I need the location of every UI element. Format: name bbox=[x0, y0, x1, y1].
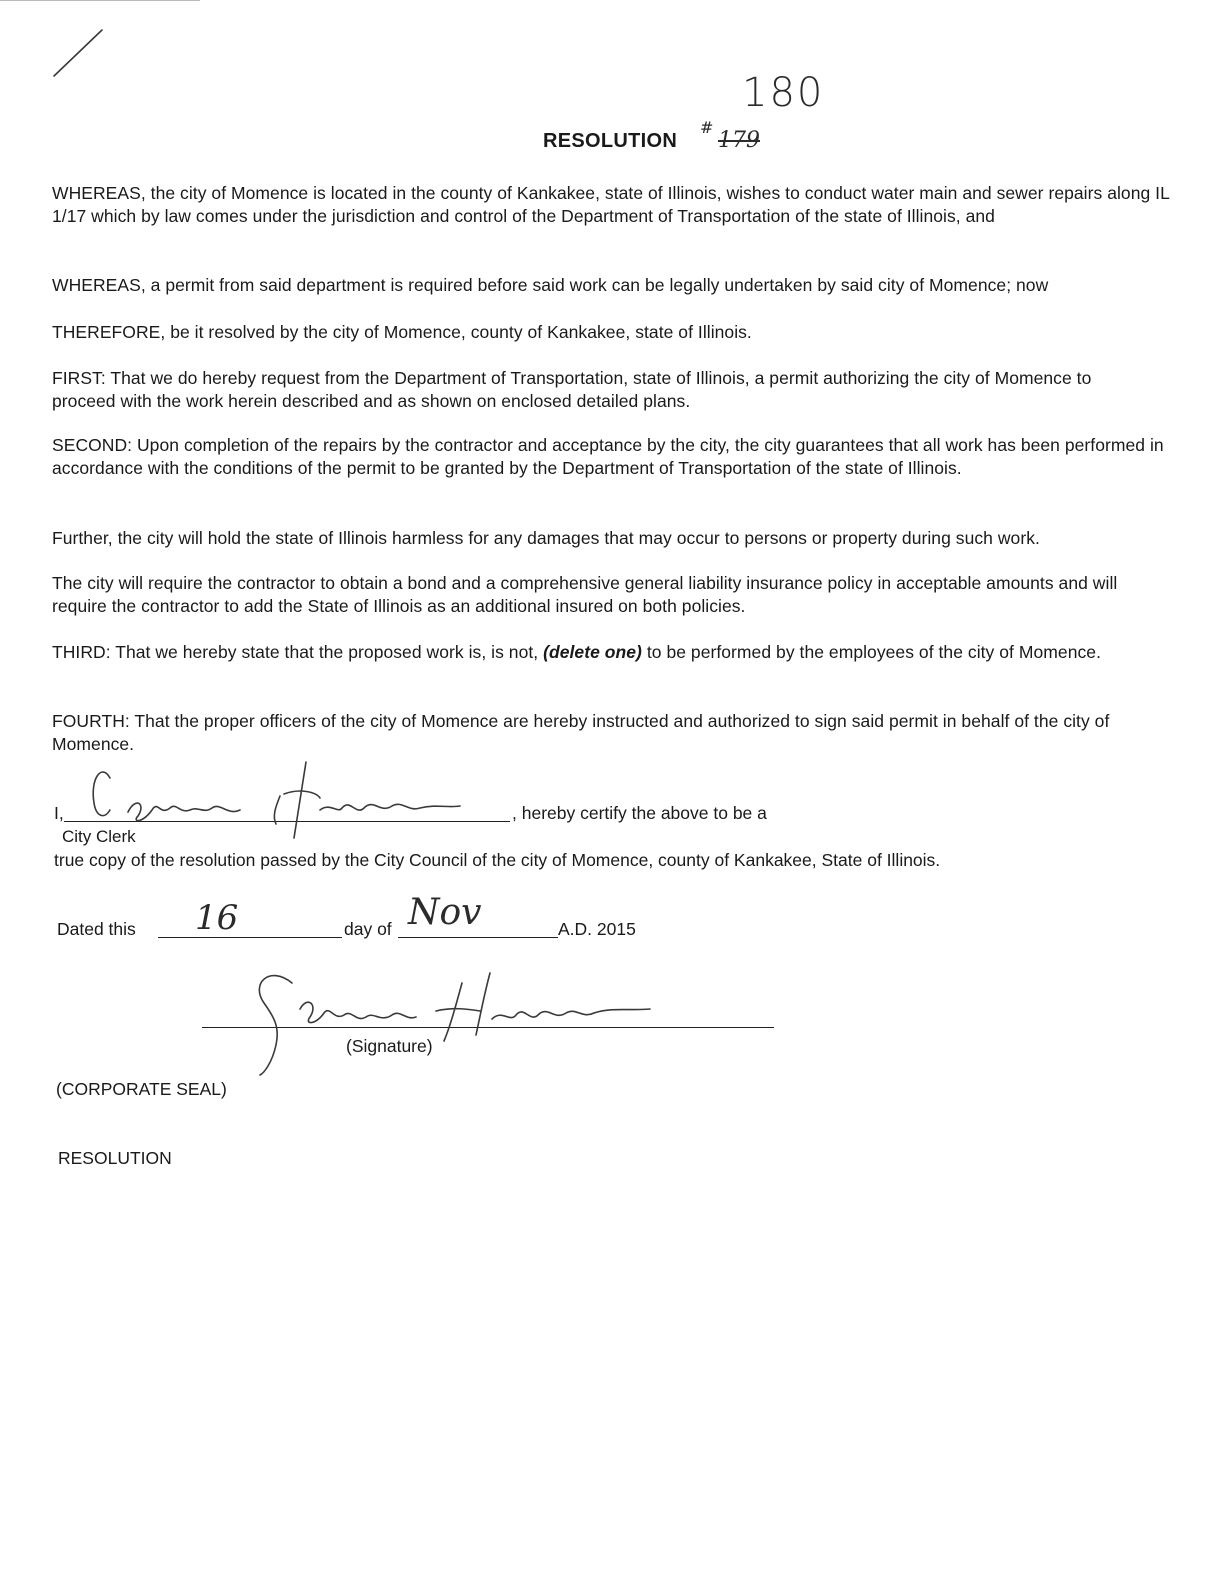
fourth-paragraph: FOURTH: That the proper officers of the city of Momence are hereby instructed and authorized to sign said permit in behalf of the city of Momence. bbox=[52, 711, 1110, 754]
ad-year-label: A.D. 2015 bbox=[558, 919, 636, 939]
third-text-end: to be performed by the employees of the city of Momence. bbox=[641, 642, 1101, 662]
handwritten-month: Nov bbox=[408, 892, 482, 933]
hash-mark: # bbox=[700, 118, 714, 137]
document-title: RESOLUTION bbox=[543, 130, 678, 152]
certify-suffix: , hereby certify the above to be a bbox=[512, 803, 767, 823]
scan-top-rule bbox=[0, 0, 200, 1]
second-paragraph: SECOND: Upon completion of the repairs by the contractor and acceptance by the city, the city guarantees that all work has been performed in accordance with the conditions of the permit to be granted by the Department of Transportation of the state of Illinois. bbox=[52, 435, 1164, 478]
bond-paragraph: The city will require the contractor to obtain a bond and a comprehensive general liability insurance policy in acceptable amounts and will require the contractor to add the State of Illinois as an additional insured on both policies. bbox=[52, 573, 1118, 616]
day-line bbox=[158, 937, 342, 938]
signature-label: (Signature) bbox=[346, 1036, 433, 1056]
month-line bbox=[398, 937, 558, 938]
handwritten-signature bbox=[230, 965, 690, 1085]
city-clerk-label: City Clerk bbox=[62, 827, 136, 846]
whereas-paragraph-1: WHEREAS, the city of Momence is located in the county of Kankakee, state of Illinois, wishes to conduct water main and sewer repairs along IL 1/17 which by law comes under the jurisdiction and control of the Department of Transportation of the state of Illinois, and bbox=[52, 183, 1170, 226]
footer-resolution-label: RESOLUTION bbox=[58, 1148, 172, 1168]
delete-one-note: (delete one) bbox=[543, 642, 642, 662]
handwritten-resolution-number: 180 bbox=[742, 70, 825, 116]
handwritten-day: 16 bbox=[195, 898, 239, 938]
certification-body: true copy of the resolution passed by the City Council of the city of Momence, county of Kankakee, State of Illinois. bbox=[54, 850, 941, 870]
first-paragraph: FIRST: That we do hereby request from the Department of Transportation, state of Illinois, a permit authorizing the city of Momence to proceed with the work herein described and as shown on enclosed detailed plans. bbox=[52, 368, 1092, 411]
therefore-paragraph: THEREFORE, be it resolved by the city of Momence, county of Kankakee, state of Illinois. bbox=[52, 322, 752, 342]
dated-this-label: Dated this bbox=[57, 919, 136, 939]
pen-stroke-mark bbox=[50, 28, 110, 80]
third-paragraph bbox=[52, 641, 1162, 664]
struck-number-text: 179 bbox=[718, 128, 760, 153]
corporate-seal-label: (CORPORATE SEAL) bbox=[56, 1079, 227, 1099]
third-text-start: THIRD: That we hereby state that the proposed work is, is not, bbox=[52, 642, 544, 662]
day-of-label: day of bbox=[344, 919, 392, 939]
whereas-paragraph-2: WHEREAS, a permit from said department is required before said work can be legally undertaken by said city of Momence; now bbox=[52, 275, 1049, 295]
certify-prefix: I, bbox=[54, 803, 64, 823]
further-paragraph: Further, the city will hold the state of Illinois harmless for any damages that may occur to persons or property during such work. bbox=[52, 528, 1040, 548]
